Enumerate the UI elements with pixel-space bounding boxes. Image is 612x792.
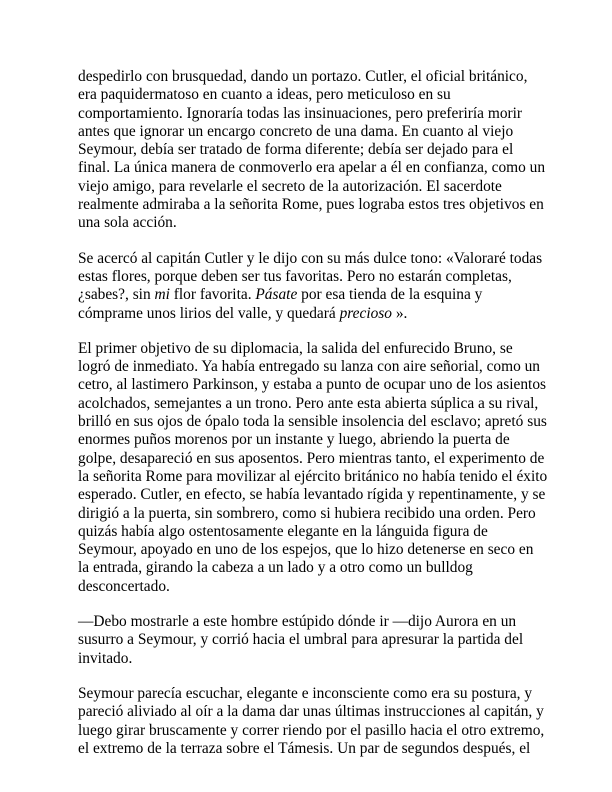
text-run: enormes puños morenos por un instante y luego, abriendo la puerta de [78,431,510,449]
text-run: flor favorita. [169,286,256,304]
text-line [78,685,536,703]
paragraph [78,68,546,233]
text-run: Seymour parecía escuchar, elegante e inconsciente como era su postura, y [78,684,533,702]
paragraph [78,613,536,668]
text-line [78,286,536,304]
text-run: susurro a Seymour, y corrió hacia el umbral para apresurar la partida del [78,631,524,649]
text-run: la señorita Rome para movilizar al ejército británico no había tenido el éxito [78,467,548,485]
text-run: ¿sabes?, sin [78,286,155,304]
text-run: Se acercó al capitán Cutler y le dijo con su más dulce tono: «Valoraré todas [78,249,543,267]
text-line [78,86,536,104]
text-run: comportamiento. Ignoraría todas las insinuaciones, pero preferiría morir [78,104,523,122]
paragraph [78,684,545,758]
text-run: brilló en sus ojos de ópalo toda la sensible insolencia del esclavo; apretó sus [78,413,547,431]
text-line [78,358,541,376]
text-line [78,214,536,232]
italic-text-run: precioso [339,304,392,322]
text-line [78,613,536,631]
text-run: —Debo mostrarle a este hombre estúpido dónde ir —dijo Aurora en un [78,613,517,631]
text-line [78,541,536,559]
text-run: era paquidermatoso en cuanto a ideas, pero meticuloso en su [78,86,451,104]
text-line [78,559,536,577]
text-line [78,578,536,596]
text-line [78,631,536,649]
text-line [78,141,536,159]
paragraph [78,339,548,596]
text-run: Seymour, apoyado en uno de los espejos, que lo hizo detenerse en seco en [78,541,534,559]
text-line [78,703,544,721]
text-run: pareció aliviado al oír a la dama dar unas últimas instrucciones al capitán, y [78,703,544,721]
text-run: invitado. [78,649,133,667]
text-line [78,105,536,123]
text-run: la entrada, girando la cabeza a un lado y a otro como un bulldog [78,559,473,577]
text-run: despedirlo con brusquedad, dando un portazo. Cutler, el oficial británico, [78,68,528,85]
text-run: una sola acción. [78,214,177,232]
text-run: luego girar bruscamente y correr riendo por el pasillo hacia el otro extremo, [78,721,545,739]
text-run: El primer objetivo de su diplomacia, la salida del enfurecido Bruno, se [78,339,513,357]
text-line [78,340,536,358]
text-line [78,268,536,286]
italic-text-run: mi [154,286,170,304]
text-run: acolchados, semejantes a un trono. Pero ante esta abierta súplica a su rival, [78,394,539,412]
text-line [78,431,536,449]
text-run: esperado. Cutler, en efecto, se había levantado rígida y repentinamente, y se [78,486,546,504]
text-run: golpe, desapareció en sus aposentos. Pero mientras tanto, el experimento de [78,449,545,467]
text-line [78,305,536,323]
text-line [78,650,536,668]
text-run: por esa tienda de la esquina y [297,286,483,304]
text-run: cómprame unos lirios del valle, y quedará [78,304,340,322]
text-run: antes que ignorar un encargo concreto de una dama. En cuanto al viejo [78,122,514,140]
text-run: cetro, al lastimero Parkinson, y estaba a punto de ocupar uno de los asientos [78,376,547,394]
text-line [78,523,536,541]
text-run: final. La única manera de conmoverlo era apelar a él en confianza, como un [78,159,546,177]
text-run: realmente admiraba a la señorita Rome, pues lograba estos tres objetivos en [78,196,544,214]
text-line [78,68,536,86]
text-run: viejo amigo, para revelarle el secreto de la autorización. El sacerdote [78,177,502,195]
text-line [78,505,536,523]
text-line [78,376,547,394]
text-line [78,740,536,758]
text-run: ». [392,304,408,322]
paragraph [78,249,543,323]
text-run: Seymour, debía ser tratado de forma diferente; debía ser dejado para el [78,141,514,159]
italic-text-run: Pásate [255,286,298,304]
text-line [78,159,546,177]
text-line [78,394,539,413]
text-run: dirigió a la puerta, sin sombrero, como si hubiera recibido una orden. Pero [78,504,536,522]
text-line [78,413,547,431]
text-line [78,467,548,486]
document-page [78,68,548,775]
text-run: estas flores, porque deben ser tus favoritas. Pero no estarán completas, [78,267,512,285]
text-line [78,449,545,468]
text-run: quizás había algo ostentosamente elegante en la lánguida figura de [78,522,488,540]
text-line [78,123,536,141]
text-line [78,486,546,504]
text-line [78,196,544,214]
text-line [78,721,545,740]
text-line [78,178,536,196]
text-run: logró de inmediato. Ya había entregado su lanza con aire señorial, como un [78,358,541,376]
text-run: el extremo de la terraza sobre el Támesis. Un par de segundos después, el [78,739,531,757]
text-line [78,249,543,268]
text-run: desconcertado. [78,577,170,595]
